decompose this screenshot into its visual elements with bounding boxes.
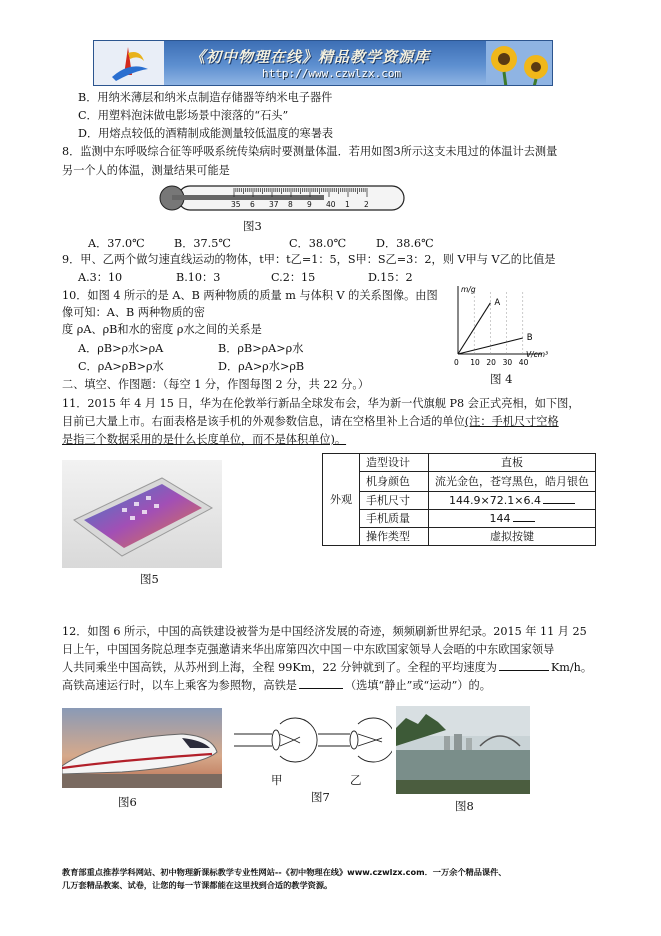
figure-3-caption: 图3 [243,219,262,233]
mass-unit-blank[interactable] [513,511,535,522]
banner-title: 《初中物理在线》精品教学资源库 [190,48,431,66]
y-axis-label: m/g [461,285,476,294]
x-tick-label: 20 [486,358,496,367]
figure-6-caption: 图6 [118,795,137,809]
spec-value: 144.9×72.1×6.4 [449,494,541,507]
q12-line4-text: 高铁高速运行时，以车上乘客为参照物，高铁是 [62,679,297,692]
q10-stem-line1: 10．如图 4 所示的是 A、B 两种物质的质量 m 与体积 V 的关系图像。由图 [62,289,438,302]
q7-option-c: C．用塑料泡沫做电影场景中滚落的“石头” [78,109,289,122]
thermometer-scale-label: 8 [288,200,293,209]
q10-option-d: D．ρA>ρ水>ρB [218,360,305,373]
q12-line3 [62,660,592,675]
phone-spec-table [322,453,596,546]
spec-value: 虚拟按键 [429,528,596,546]
figure-7-caption: 图7 [311,790,330,804]
motion-answer-blank[interactable] [299,678,343,689]
spec-value-cell [429,492,596,510]
q9-stem: 9．甲、乙两个做匀速直线运动的物体，t甲：t乙=1：5，S甲：S乙=3：2，则 V甲与 V乙的比值是 [62,253,556,266]
q7-option-d: D．用熔点较低的酒精制成能测量较低温度的寒暑表 [78,127,334,140]
q9-option-d: D.15：2 [368,271,413,284]
spec-value: 144 [489,512,511,525]
q10-option-b: B．ρB>ρA>ρ水 [218,342,304,355]
x-tick-label: 10 [470,358,480,367]
series-label-b: B [526,333,533,343]
q12-line2: 日上午，中国国务院总理李克强邀请来华出席第四次中国－中东欧国家领导人会晤的中东欧国家领导 [62,643,555,656]
q8-stem-line2: 另一个人的体温，测量结果可能是 [62,164,230,177]
clinical-thermometer [152,182,412,216]
thermometer-scale-label: 6 [250,200,255,209]
speed-answer-blank[interactable] [499,660,549,671]
footer-line1: 教育部重点推荐学科网站、初中物理新课标教学专业性网站--《初中物理在线》www.czwlzx.com．一万余个精品课件、 [62,867,507,877]
spec-label: 机身颜色 [360,472,429,492]
q8-stem-line1: 8．监测中东呼吸综合征等呼吸系统传染病时要测量体温．若用如图3所示这支未甩过的体温计去测量 [62,145,558,158]
q8-option-a: A．37.0℃ [88,237,145,250]
thermometer-scale-label: 37 [269,200,279,209]
q12-line1: 12．如图 6 所示，中国的高铁建设被誉为是中国经济发展的奇迹，频频刷新世界纪录。2015 年 11 月 25 [62,625,587,638]
q11-line2-text: 目前已大量上市。右面表格是该手机的外观参数信息，请在空格里补上合适的单位 [62,415,465,428]
speed-unit: Km/h。 [550,661,593,674]
q8-option-c: C．38.0℃ [289,237,347,250]
spec-group-label: 外观 [323,454,360,546]
q8-option-d: D．38.6℃ [376,237,434,250]
size-unit-blank[interactable] [543,493,575,504]
q9-option-b: B.10：3 [176,271,221,284]
banner-url[interactable]: http://www.czwlzx.com [262,67,402,80]
series-label-a: A [494,297,501,308]
q12-line4 [62,678,491,693]
eye-diagrams [232,714,392,776]
site-logo [94,41,164,86]
river-landscape-photo [396,706,530,794]
label-yi: 乙 [350,773,362,787]
q9-option-c: C.2：15 [271,271,316,284]
mass-volume-chart [436,282,552,374]
q11-note-end: 是指三个数据采用的是什么长度单位，而不是体积单位)。 [62,433,347,446]
phone-photo [62,460,222,568]
thermometer-scale-label: 35 [231,200,241,209]
q12-line4-end: （选填“静止”或“运动”）的。 [344,679,491,692]
spec-label: 手机质量 [360,510,429,528]
x-tick-label: 30 [502,358,513,367]
q10-stem-line2: 像可知：A、B 两种物质的密 [62,306,205,319]
spec-label: 造型设计 [360,454,429,472]
thermometer-scale-label: 40 [326,200,336,209]
label-jia: 甲 [271,773,283,787]
q12-line3-text: 人共同乘坐中国高铁，从苏州到上海，全程 99Km，22 分钟就到了。全程的平均速度为 [62,661,497,674]
section-2-heading: 二、填空、作图题：（每空 1 分，作图每图 2 分，共 22 分。） [62,378,370,391]
spec-value: 直板 [429,454,596,472]
q9-option-a: A.3：10 [78,271,123,284]
x-tick-label: 40 [518,358,529,367]
q8-option-b: B．37.5℃ [174,237,231,250]
spec-label: 手机尺寸 [360,492,429,510]
q10-option-c: C．ρA>ρB>ρ水 [78,360,164,373]
sunflower-image [486,41,553,86]
spec-value: 流光金色，苍穹黑色，皓月银色 [429,472,596,492]
figure-8-caption: 图8 [455,799,474,813]
x-axis-label: V/cm³ [526,350,549,359]
x-tick-label: 0 [454,358,459,367]
q11-note-start: (注：手机尺寸空格 [464,415,559,428]
thermometer-scale-label: 2 [364,200,369,209]
q10-option-a: A．ρB>ρ水>ρA [78,342,164,355]
footer-line2: 几万套精品教案、试卷，让您的每一节课都能在这里找到合适的教学资源。 [62,880,333,890]
spec-value-cell [429,510,596,528]
series-line-a [458,303,490,354]
q11-line2 [62,414,559,429]
spec-label: 操作类型 [360,528,429,546]
q11-line1: 11．2015 年 4 月 15 日，华为在伦敦举行新品全球发布会，华为新一代旗舰 P8 会正式亮相，如下图， [62,397,580,410]
q7-option-b: B．用纳米薄层和纳米点制造存储器等纳米电子器件 [78,91,333,104]
thermometer-scale-label: 1 [345,200,350,209]
q10-stem-line3: 度 ρA、ρB和水的密度 ρ水之间的关系是 [62,323,262,336]
site-banner [93,40,553,86]
high-speed-train-photo [62,708,222,788]
figure-4-caption: 图 4 [490,372,513,386]
figure-5-caption: 图5 [140,572,159,586]
thermometer-scale-label: 9 [307,200,312,209]
